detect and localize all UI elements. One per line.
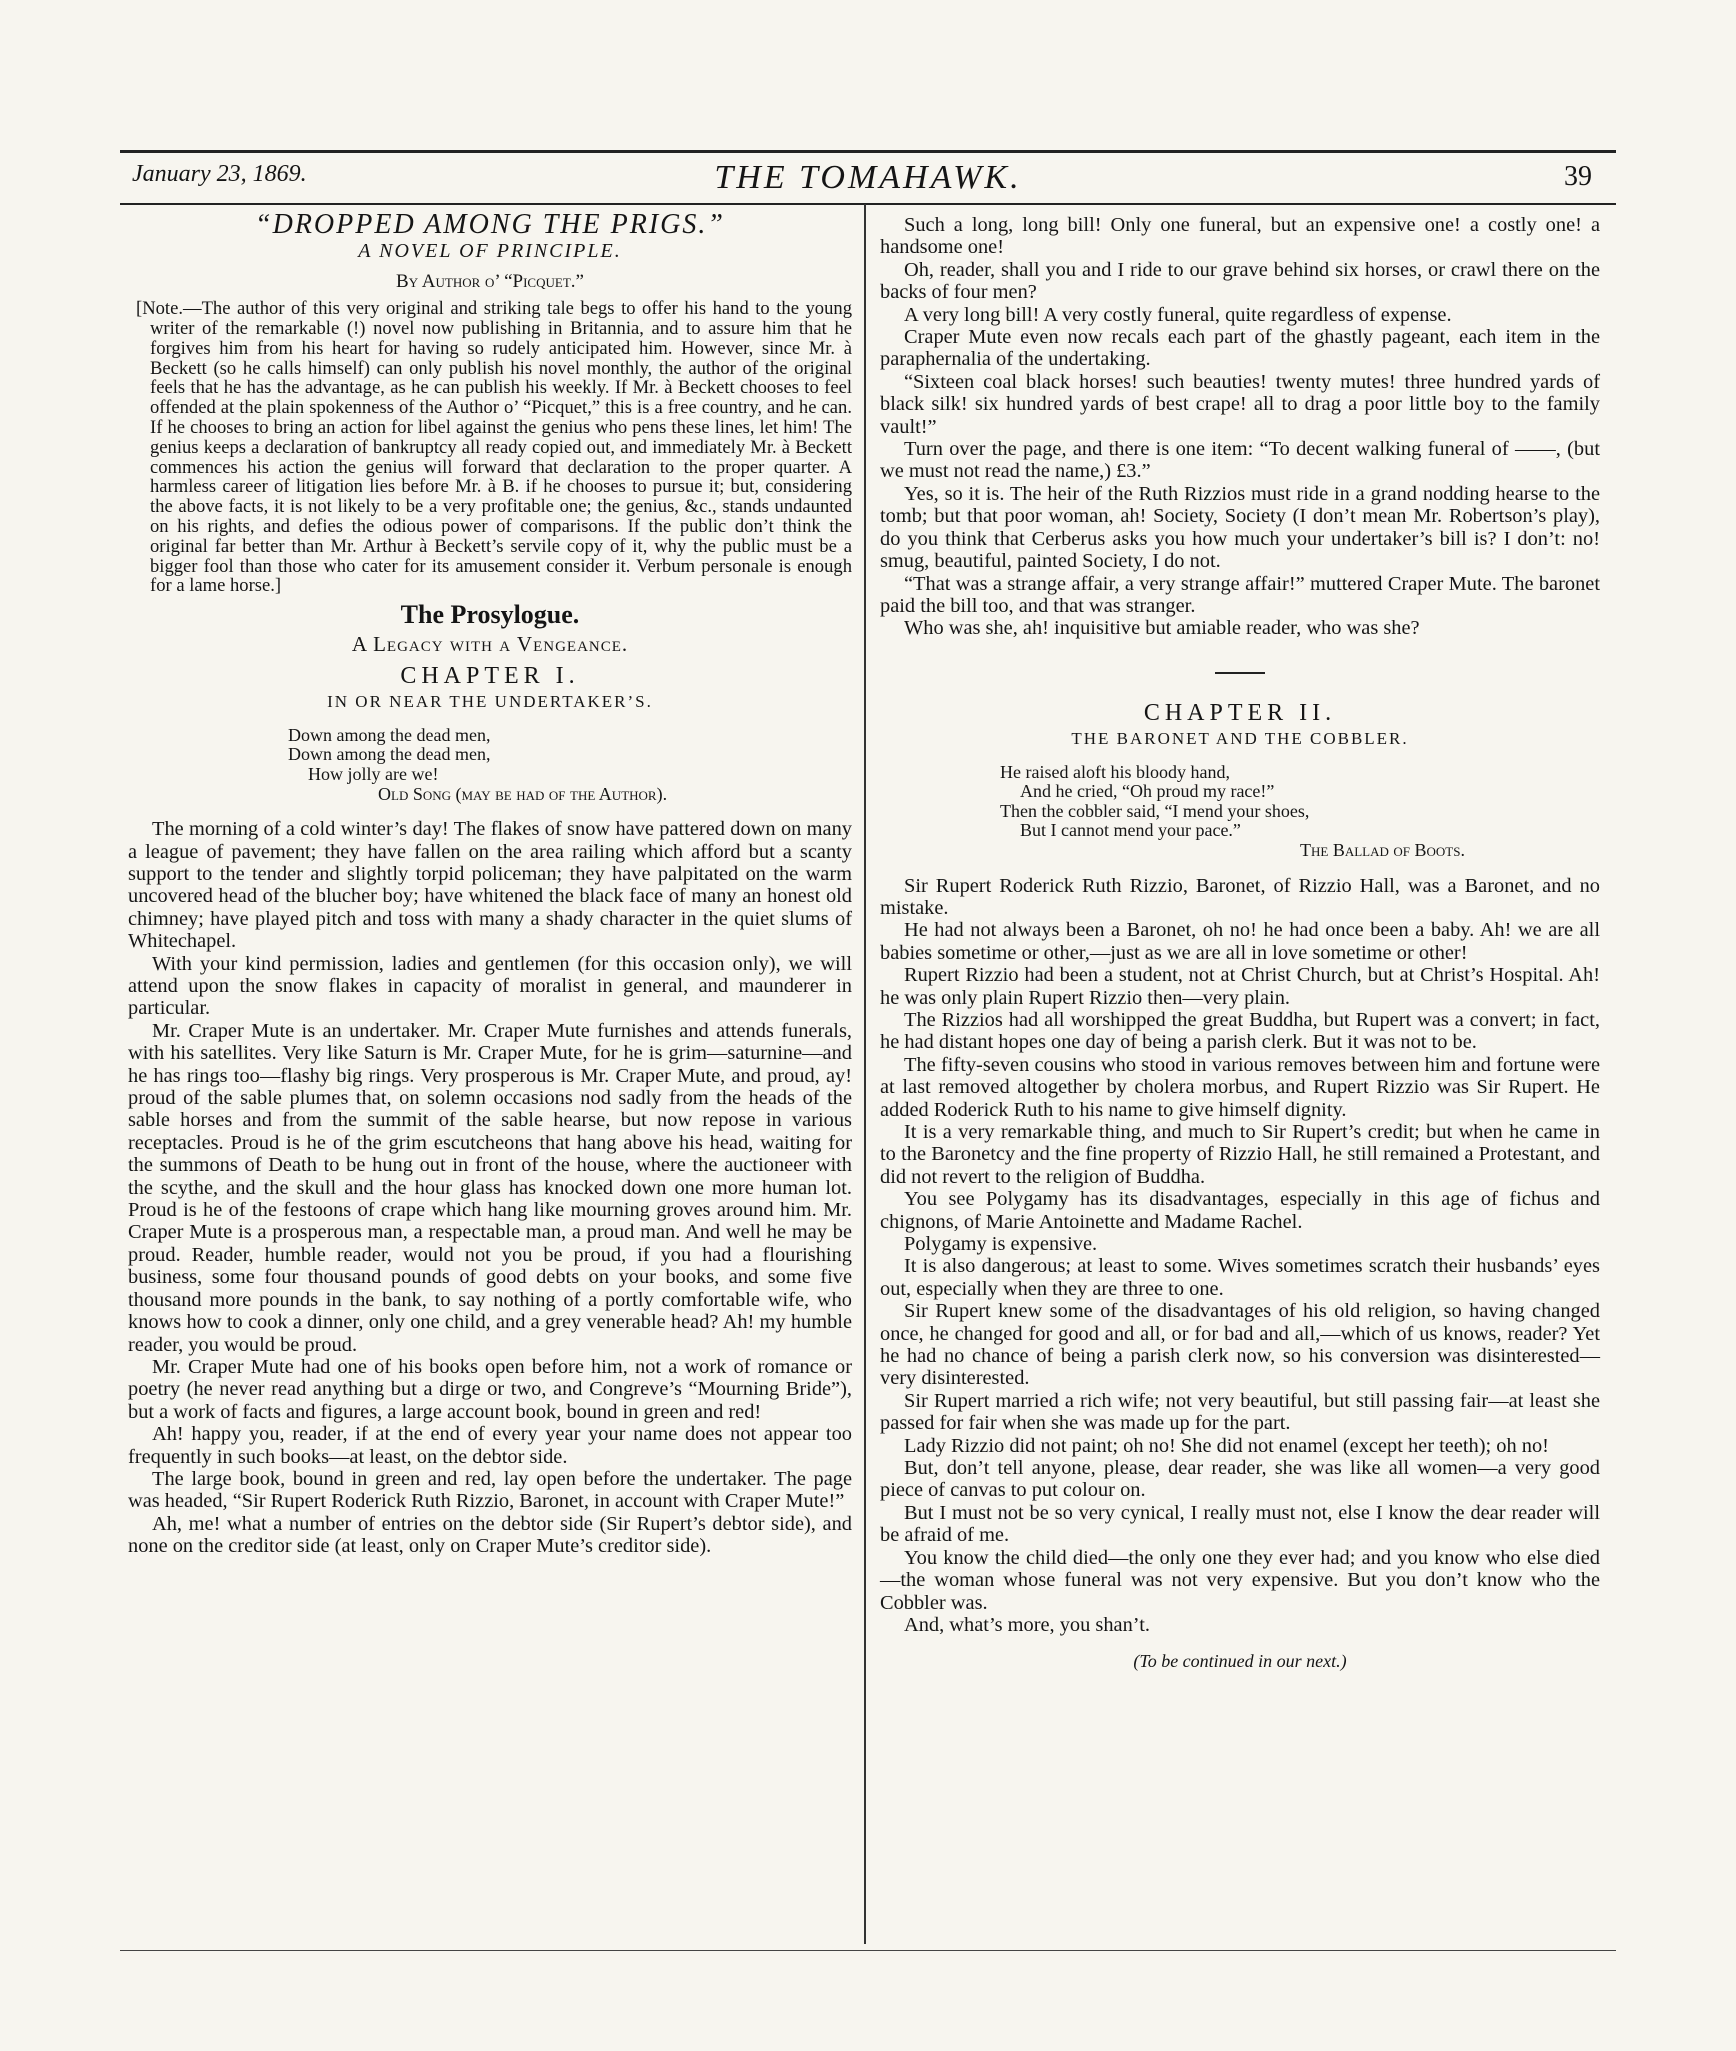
paragraph: A very long bill! A very costly funeral, quite regardless of expense. (904, 303, 1452, 326)
chapter-two-subtitle: THE BARONET AND THE COBBLER. (1071, 729, 1409, 749)
paragraph: “That was a strange affair, a very strange affair!” muttered Craper Mute. The baronet paid the bill too, and that was stranger. (880, 572, 1600, 617)
epigraph-line: How jolly are we! (308, 763, 439, 784)
bottom-rule (120, 1950, 1616, 1951)
paragraph: “Sixteen coal black horses! such beauties! twenty mutes! three hundred yards of black silk! six hundred yards of best crape! all to drag a poor little boy to the family vault!” (880, 370, 1600, 438)
paragraph: Mr. Craper Mute had one of his books open before him, not a work of romance or poetry (he never read anything but a dirge or two, and Congreve’s “Mourning Bride”), but a work of facts and figures, a large account book, bound in green and red! (128, 1355, 852, 1423)
story-byline: By Author o’ “Picquet.” (396, 270, 584, 292)
author-note: [Note.—The author of this very original and striking tale begs to offer his hand to the young writer of the remarkable (!) novel now publishing in Britannia, and to assure him that he forgives him from his heart for having so rudely anticipated him. However, since Mr. à Beckett (so he calls himself) can only publish his novel monthly, the author of the original feels that he has the advantage, as he can publish his weekly. If Mr. à Beckett chooses to feel offended at the plain spokenness of the Author o’ “Picquet,” this is a free country, and he can. If he chooses to bring an action for libel against the genius who pens these lines, let him! The genius keeps a declaration of bankruptcy all ready copied out, and immediately Mr. à Beckett commences his action the genius will forward that declaration to the proper quarter. A harmless career of litigation lies before Mr. à B. if he chooses to pursue it; but, considering the above facts, it is not likely to be a very profitable one; the genius, &c., stands undaunted on his rights, and defies the odious power of comparisons. If the public don’t think the original far better than Mr. Arthur à Beckett’s servile copy of it, why the public must be a bigger fool than those who cater for its amusement consider it. Verbum personale is enough for a lame horse.] (136, 298, 852, 597)
publication-title: THE TOMAHAWK. (714, 159, 1022, 196)
right-column (880, 214, 1600, 1924)
paragraph: Oh, reader, shall you and I ride to our grave behind six horses, or crawl there on the backs of four men? (880, 258, 1600, 304)
epigraph-line: But I cannot mend your pace.” (1020, 820, 1241, 841)
chapter-one-epigraph (288, 726, 852, 804)
paragraph: Polygamy is expensive. (904, 1233, 1098, 1255)
paragraph: You see Polygamy has its disadvantages, especially in this age of fichus and chignons, of Marie Antoinette and Madame Rachel. (880, 1188, 1600, 1233)
paragraph: Lady Rizzio did not paint; oh no! She did not enamel (except her teeth); oh no! (904, 1434, 1549, 1457)
paragraph: Turn over the page, and there is one item: “To decent walking funeral of ——, (but we must not read the name,) £3.” (880, 438, 1600, 483)
paragraph: And, what’s more, you shan’t. (904, 1613, 1150, 1636)
paragraph: The large book, bound in green and red, lay open before the undertaker. The page was headed, “Sir Rupert Roderick Ruth Rizzio, Baronet, in account with Craper Mute!” (128, 1467, 852, 1513)
paragraph: The fifty-seven cousins who stood in various removes between him and fortune were at last removed altogether by cholera morbus, and Rupert Rizzio was Sir Rupert. He added Roderick Ruth to his name to give himself dignity. (880, 1053, 1600, 1121)
epigraph-attribution: Old Song (may be had of the Author). (378, 783, 668, 804)
paragraph: The morning of a cold winter’s day! The flakes of snow have pattered down on many a league of pavement; they have fallen on the area railing which afford but a scanty support to the tender and slightly torpid policeman; they have palpitated on the warm uncovered head of the blucher boy; have whitened the black face of many an honest old chimney; have played pitch and toss with many a shady character in the quiet slums of Whitechapel. (128, 818, 852, 953)
paragraph: But, don’t tell anyone, please, dear reader, she was like all women—a very good piece of canvas to put colour on. (880, 1457, 1600, 1502)
paragraph: Who was she, ah! inquisitive but amiable reader, who was she? (904, 617, 1420, 640)
issue-date: January 23, 1869. (132, 161, 307, 187)
prosylogue-subtitle: A Legacy with a Vengeance. (351, 631, 629, 656)
paragraph: Mr. Craper Mute is an undertaker. Mr. Craper Mute furnishes and attends funerals, with his satellites. Very like Saturn is Mr. Craper Mute, for he is grim—saturnine—and he has rings too—flashy big rings. Very prosperous is Mr. Craper Mute, and proud, ay! proud of the sable plumes that, on solemn occasions nod sadly from the heads of the sable horses and from the summit of the sable hearse, but now repose in various receptacles. Proud is he of the grim escutcheons that hang above his head, waiting for the summons of Death to be hung out in front of the house, where the auctioneer with the scythe, and the skull and the hour glass has knocked down one more human lot. Proud is he of the festoons of crape which hang like mourning groves around him. Mr. Craper Mute is a prosperous man, a respectable man, a proud man. And well he may be proud. Reader, humble reader, would not you be proud, if you had a flourishing business, some four thousand pounds of good debts on your books, and some five thousand more pounds in the bank, to say nothing of a portly comfortable wife, who knows how to cook a dinner, only one child, and a grey venerable head? Ah! my humble reader, you would be proud. (128, 1019, 852, 1356)
newspaper-page (120, 150, 1616, 1950)
paragraph: Ah, me! what a number of entries on the debtor side (Sir Rupert’s debtor side), and none on the creditor side (at least, only on Craper Mute’s creditor side). (128, 1512, 852, 1558)
column-divider (864, 204, 866, 1944)
paragraph: With your kind permission, ladies and gentlemen (for this occasion only), we will attend upon the snow flakes in capacity of moralist in general, and maunderer in particular. (128, 952, 852, 1020)
epigraph-attribution: The Ballad of Boots. (1300, 839, 1465, 860)
paragraph: Craper Mute even now recals each part of the ghastly pageant, each item in the paraphernalia of the undertaking. (880, 326, 1600, 371)
paragraph: Yes, so it is. The heir of the Ruth Rizzios must ride in a grand nodding hearse to the tomb; but that poor woman, ah! Society, Society (I don’t mean Mr. Robertson’s play), do you think that Cerberus asks you how much your undertaker’s bill is? I don’t: no! smug, beautiful, painted Society, I do not. (880, 482, 1600, 573)
chapter-two-heading: CHAPTER II. (1143, 699, 1337, 726)
chapter-one-subtitle: IN OR NEAR THE UNDERTAKER’S. (327, 692, 653, 712)
story-title: “DROPPED AMONG THE PRIGS.” (255, 209, 725, 240)
epigraph-line: He raised aloft his bloody hand, (1000, 761, 1230, 782)
paragraph: Such a long, long bill! Only one funeral, but an expensive one! a costly one! a handsome one! (880, 214, 1600, 259)
continued-notice: (To be continued in our next.) (1133, 1651, 1347, 1672)
paragraph: Sir Rupert married a rich wife; not very beautiful, but still passing fair—at least she passed for fair when she was made up for the part. (880, 1389, 1600, 1435)
paragraph: Rupert Rizzio had been a student, not at Christ Church, but at Christ’s Hospital. Ah! he was only plain Rupert Rizzio then—very plain. (880, 964, 1600, 1009)
left-column (128, 209, 852, 1924)
epigraph-line: Down among the dead men, (288, 744, 491, 765)
masthead (120, 150, 1616, 205)
paragraph: But I must not be so very cynical, I really must not, else I know the dear reader will be afraid of me. (880, 1501, 1600, 1547)
paragraph: You know the child died—the only one they ever had; and you know who else died—the woman whose funeral was not very expensive. But you don’t know who the Cobbler was. (880, 1546, 1600, 1614)
story-subtitle: A NOVEL OF PRINCIPLE. (358, 240, 622, 263)
paragraph: It is also dangerous; at least to some. Wives sometimes scratch their husbands’ eyes out, especially when they are three to one. (880, 1255, 1600, 1300)
epigraph-line: Down among the dead men, (288, 724, 491, 745)
chapter-two-epigraph (1000, 763, 1600, 861)
prosylogue-heading: The Prosylogue. (400, 600, 580, 630)
chapter-one-heading: CHAPTER I. (400, 662, 580, 689)
paragraph: Ah! happy you, reader, if at the end of every year your name does not appear too frequently in such books—at least, on the debtor side. (128, 1423, 852, 1468)
paragraph: The Rizzios had all worshipped the great Buddha, but Rupert was a convert; in fact, he had distant hopes one day of being a parish clerk. But it was not to be. (880, 1008, 1600, 1054)
epigraph-line: Then the cobbler said, “I mend your shoes, (1000, 800, 1310, 821)
page-number: 39 (1564, 161, 1592, 192)
epigraph-line: And he cried, “Oh proud my race!” (1020, 781, 1275, 802)
paragraph: It is a very remarkable thing, and much to Sir Rupert’s credit; but when he came in to the Baronetcy and the fine property of Rizzio Hall, he still remained a Protestant, and did not revert to the religion of Buddha. (880, 1120, 1600, 1188)
paragraph: He had not always been a Baronet, oh no! he had once been a baby. Ah! we are all babies sometime or other,—just as we are all in love sometime or other! (880, 919, 1600, 964)
section-rule (1215, 672, 1265, 674)
paragraph: Sir Rupert Roderick Ruth Rizzio, Baronet, of Rizzio Hall, was a Baronet, and no mistake. (880, 874, 1600, 919)
paragraph: Sir Rupert knew some of the disadvantages of his old religion, so having changed once, he changed for good and all, or for bad and all,—which of us knows, reader? Yet he had no chance of being a parish clerk now, so his conversion was disinterested—very disinterested. (880, 1300, 1600, 1390)
